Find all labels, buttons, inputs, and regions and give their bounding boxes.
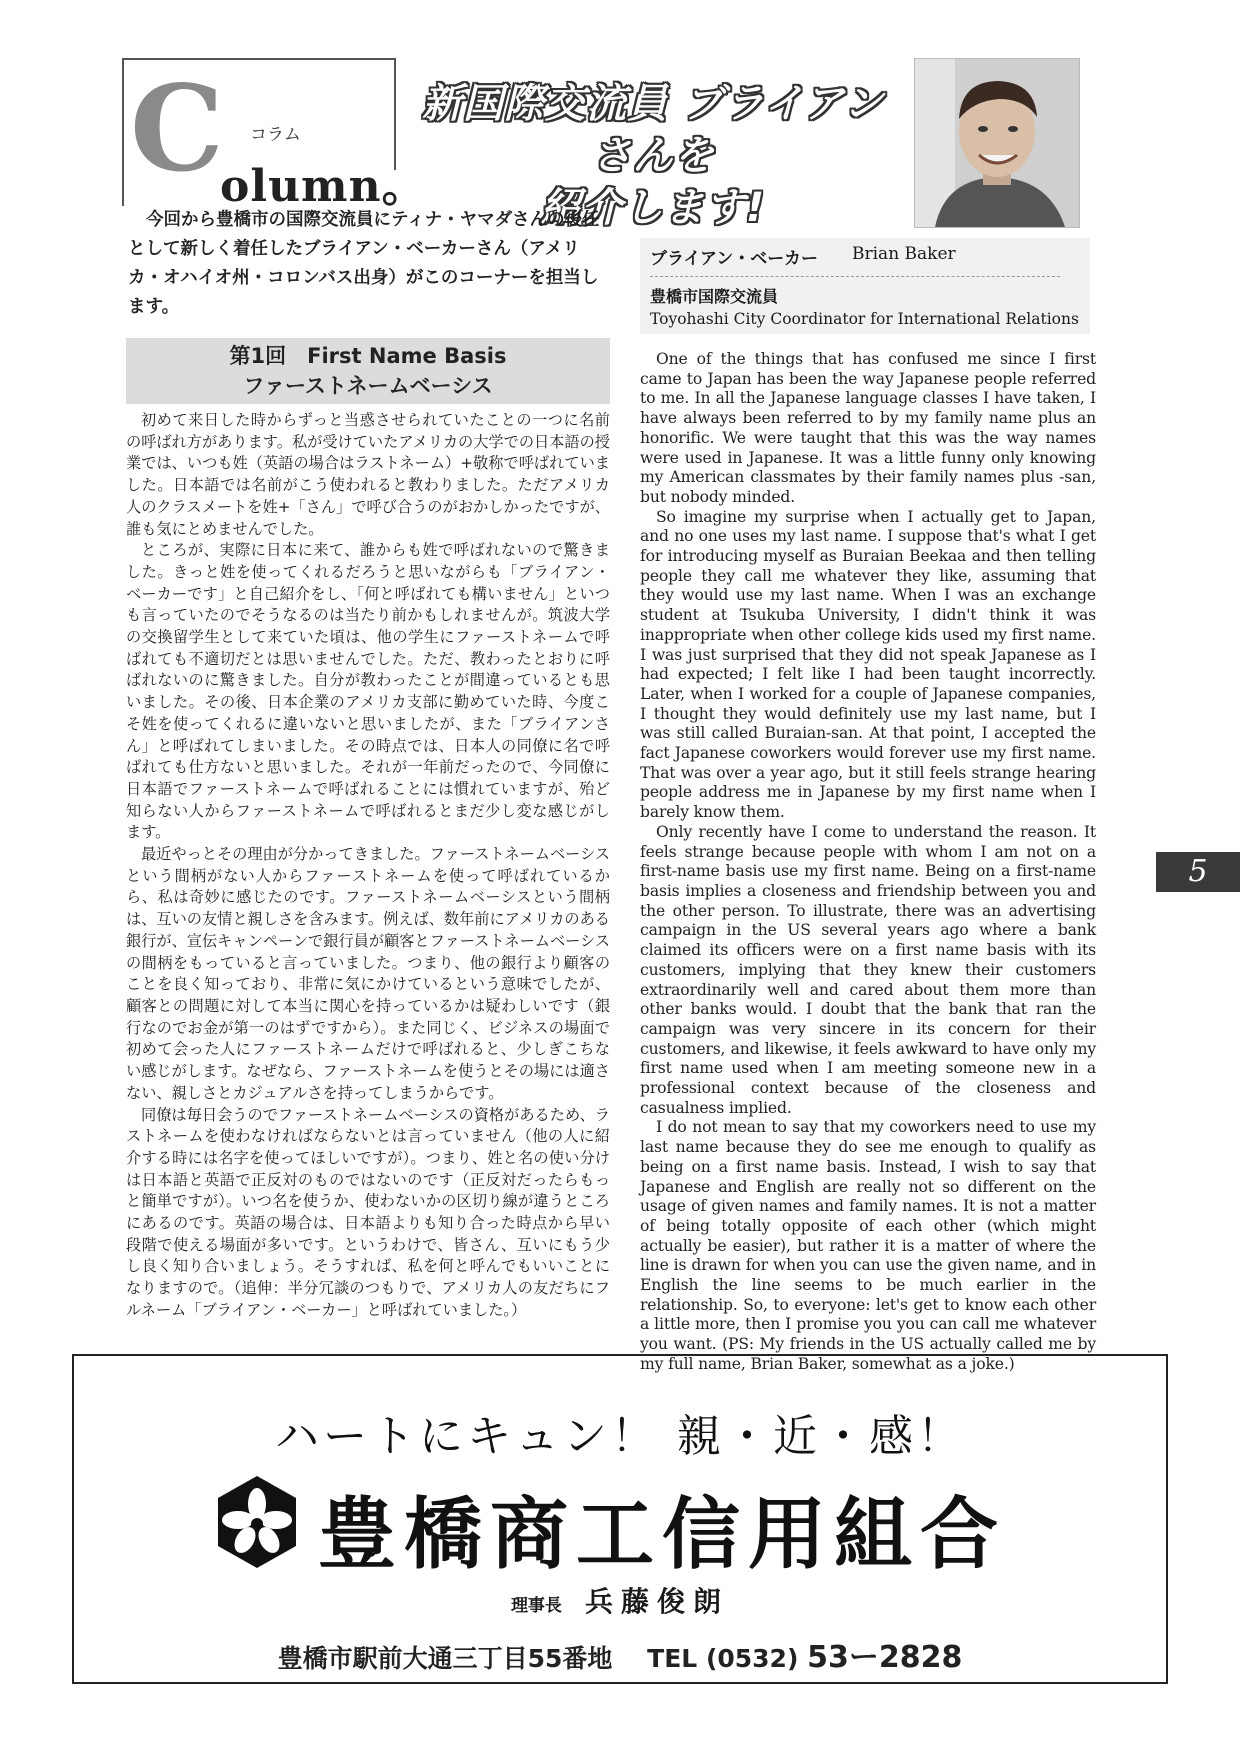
ad-company-name: 豊橋商工信用組合 [318,1490,1007,1580]
profile-title-ja: 豊橋市国際交流員 [650,287,779,306]
section-heading-line-2: ファーストネームベーシス [243,374,493,398]
profile-divider [650,276,1060,277]
intro-text: 今回から豊橋市の国際交流員にティナ・ヤマダさんの後任として新しく着任したブライアン・ベーカーさん（アメリカ・オハイオ州・コロンバス出身）がこのコーナーを担当します。 [128,210,600,317]
ad-chairman [74,1580,1166,1620]
ad-slogan: ハートにキュン！ 親・近・感！ [275,1411,965,1462]
section-heading [126,338,610,404]
section-heading-line-1: 第1回 First Name Basis [229,344,507,368]
advertisement-box [72,1354,1168,1684]
flower-emblem-icon [214,1474,300,1570]
en-paragraph: I do not mean to say that my coworkers need to use my last name because they do see me enough to qualify as being on a first name basis. Instead, I wish to say that Japanese and English are really not so different on the usage of given names and family names. It is not a matter of being totally opposite of each other (which might actually be easier), but rather it is a matter of where the line is drawn for when you can use the given name, and in English the line seems to be much earlier in the relationship. So, to everyone: let's get to know each other a little more, then I promise you you can call me whatever you want. (PS: My friends in the US actually called me by my full name, Brian Baker, somewhat as a joke.) [640,1118,1096,1373]
profile-box [640,238,1090,334]
column-logo-text: olumn。 [220,161,427,212]
portrait-illustration [915,59,1079,227]
en-paragraph: One of the things that has confused me since I first came to Japan has been the way Japanese people referred to me. In all the Japanese language classes I have taken, I have always been referred to by my family name plus an honorific. We were taught that this was the way names were used in Japanese. It was a little funny only knowing my American classmates by their family names plus -san, but nobody minded. [640,350,1096,506]
ad-tel-label: TEL [647,1644,698,1673]
en-paragraph: So imagine my surprise when I actually get to Japan, and no one uses my last name. I suppose that's what I get for introducing myself as Buraian Beekaa and then telling people they call me whatever they like, assuming that they would use my last name. When I was an exchange student at Tsukuba University, I didn't think it was inappropriate when other college kids used my first name. I was just surprised that they did not speak Japanese as I had expected; I felt like I had been taught incorrectly. Later, when I worked for a couple of Japanese companies, I thought they would definitely use my last name, but I was still called Buraian-san. At that point, I accepted the fact Japanese coworkers would forever use my first name. That was over a year ago, but it still feels strange hearing people address me in Japanese by my first name when I barely know them. [640,507,1096,822]
ad-tel-area: (0532) [705,1644,799,1673]
en-paragraph: Only recently have I come to understand the reason. It feels strange because people with whom I am not on a first-name basis use my first name. Being on a first-name basis implies a closeness and friendship between you and the other person. To illustrate, there was an advertising campaign in the US several years ago where a bank claimed its officers were on a first name basis with its customers, implying that they knew their customers extraordinarily well and cared about them more than other banks would. I doubt that the bank that ran the campaign was very sincere in its concern for their customers, and likewise, it feels awkward to have only my first name used when I am meeting someone new in a professional context because of the closeness and casualness implied. [640,822,1096,1117]
jp-paragraph: ところが、実際に日本に来て、誰からも姓で呼ばれないので驚きました。きっと姓を使ってくれるだろうと思いながらも「ブライアン・ベーカーです」と自己紹介をし、「何と呼ばれても構いません」といつも言っていたのでそうなるのは当たり前かもしれませんが。筑波大学の交換留学生として来ていた頃は、他の学生にファーストネームで呼ばれても不適切だとは思いませんでした。ただ、教わったとおりに呼ばれないのに驚きました。自分が教わったことが間違っているとも思いました。その後、日本企業のアメリカ支部に勤めていた時、今度こそ姓を使ってくれるに違いないと思いましたが、また「ブライアンさん」と呼ばれてしまいました。その時点では、日本人の同僚に名で呼ばれても仕方ないと思いました。それが一年前だったので、今同僚に日本語でファーストネームで呼ばれることには慣れていますが、殆ど知らない人からファーストネームで呼ばれるとまだ少し変な感じがします。 [126,541,610,842]
japanese-article [126,410,610,1322]
ad-address: 豊橋市駅前大通三丁目55番地 [277,1644,613,1673]
jp-paragraph: 初めて来日した時からずっと当惑させられていたことの一つに名前の呼ばれ方があります。私が受けていたアメリカの大学での日本語の授業では、いつも姓（英語の場合はラストネーム）+敬称で呼ばれていました。日本語では名前がこう使われると教わりました。ただアメリカ人のクラスメートを姓+「さん」で呼び合うのがおかしかったですが、誰も気にとめませんでした。 [126,411,610,538]
ad-tel-number: 53ー2828 [807,1640,963,1675]
jp-paragraph: 最近やっとその理由が分かってきました。ファーストネームベーシスという間柄がない人からファーストネームを使って呼ばれているから、私は奇妙に感じたのです。ファーストネームベーシスという間柄は、互いの友情と親しさを含みます。例えば、数年前にアメリカのある銀行が、宣伝キャンペーンで銀行員が顧客とファーストネームベーシスの間柄をもっていると言っていました。つまり、他の銀行より顧客のことを良く知っており、非常に気にかけているという意味でしたが、顧客との問題に対して本当に関心を持っているかは疑わしいです（銀行なのでお金が第一のはずですから）。また同じく、ビジネスの場面で初めて会った人にファーストネームだけで呼ばれると、少しぎこちない感じがします。なぜなら、ファーストネームを使うとその場には適さない、親しさとカジュアルさを持ってしまうからです。 [126,845,610,1102]
ad-address-line [74,1632,1166,1676]
profile-title-en: Toyohashi City Coordinator for International Relations [650,310,1079,328]
page-number: 5 [1156,852,1240,892]
column-logo-kana: コラム [250,125,301,145]
portrait-photo [914,58,1080,228]
headline-line-1: 新国際交流員 ブライアンさんを [422,81,884,179]
profile-name-ja: ブライアン・ベーカー [650,249,818,269]
ad-chairman-name: 兵藤俊朗 [585,1585,730,1618]
page-headline [418,78,888,231]
column-logo [122,58,427,212]
column-logo-c: C [130,59,224,198]
profile-name-en: Brian Baker [852,244,956,264]
jp-paragraph: 同僚は毎日会うのでファーストネームベーシスの資格があるため、ラストネームを使わなければならないとは言っていません（他の人に紹介する時には名字を使ってほしいですが）。つまり、姓と名の使い分けは日本語と英語で正反対のものではないのです（正反対だったらもっと簡単ですが）。いつ名を使うか、使わないかの区切り線が違うところにあるのです。英語の場合は、日本語よりも知り合った時点から早い段階で使える場面が多いです。というわけで、皆さん、互いにもう少し良く知り合いましょう。そうすれば、私を何と呼んでもいいことになりますので。（追伸：半分冗談のつもりで、アメリカ人の友だちにフルネーム「ブライアン・ベーカー」と呼ばれていました。） [126,1105,610,1319]
english-article [640,350,1096,1375]
headline-line-2: 紹介します! [540,185,766,231]
ad-chairman-label: 理事長 [510,1596,562,1616]
